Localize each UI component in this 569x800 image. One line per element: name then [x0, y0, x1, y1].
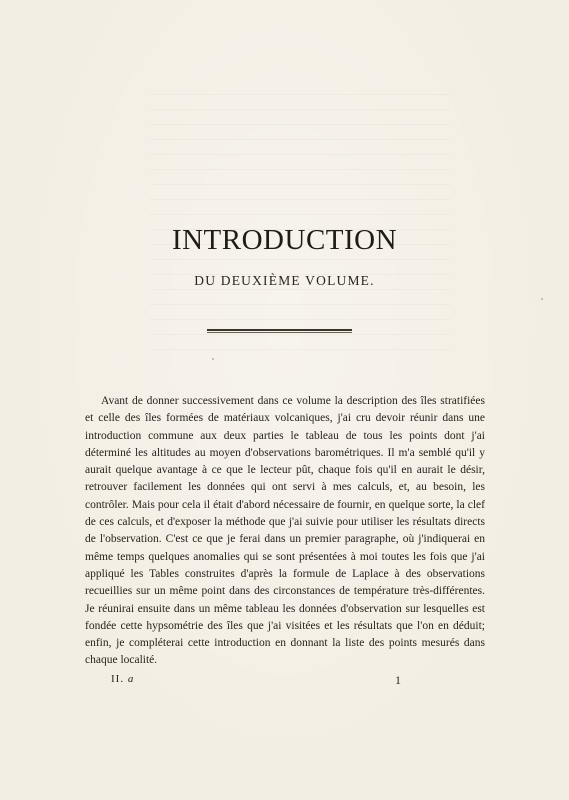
- page-title: INTRODUCTION: [171, 224, 398, 256]
- introduction-paragraph: Avant de donner successivement dans ce volume la description des îles stratifiées et celle des îles formées de matériaux volcaniques, j'ai cru devoir réunir dans une introduction commune aux deux parties le tableau de tous les points dont j'ai déterminé les altitudes au moyen d'observations barométriques. Il m'a semblé qu'il y aurait quelque avantage à ce que le lecteur pût, chaque fois qu'il en aurait le désir, retrouver facilement les données qui ont servi à mes calculs, et, au besoin, les contrôler. Mais pour cela il était d'abord nécessaire de fournir, en quelque sorte, la clef de ces calculs, et d'exposer la méthode que j'ai suivie pour utiliser les résultats directs de l'observation. C'est ce que je ferai dans un premier paragraphe, où j'indiquerai en même temps quelques anomalies qui se sont présentées à moi toutes les fois que j'ai appliqué les Tables construites d'après la formule de Laplace à des observations recueillies sur un même point dans des circonstances de température très-différentes. Je réunirai ensuite dans un même tableau les données d'observation sur lesquelles est fondée cette hypsométrie des îles que j'ai visitées et les résultats que l'on en déduit; enfin, je compléterai cette introduction en donnant la liste des points mesurés dans chaque localité.: [85, 395, 485, 667]
- paper-speck: [541, 298, 543, 300]
- signature-mark: [111, 673, 134, 685]
- paper-speck: [212, 358, 214, 360]
- page-subtitle: DU DEUXIÈME VOLUME.: [194, 273, 375, 288]
- title-divider: [207, 329, 352, 331]
- page-number: 1: [395, 673, 401, 687]
- signature-letter: a: [127, 673, 135, 685]
- signature-prefix: II.: [111, 673, 125, 685]
